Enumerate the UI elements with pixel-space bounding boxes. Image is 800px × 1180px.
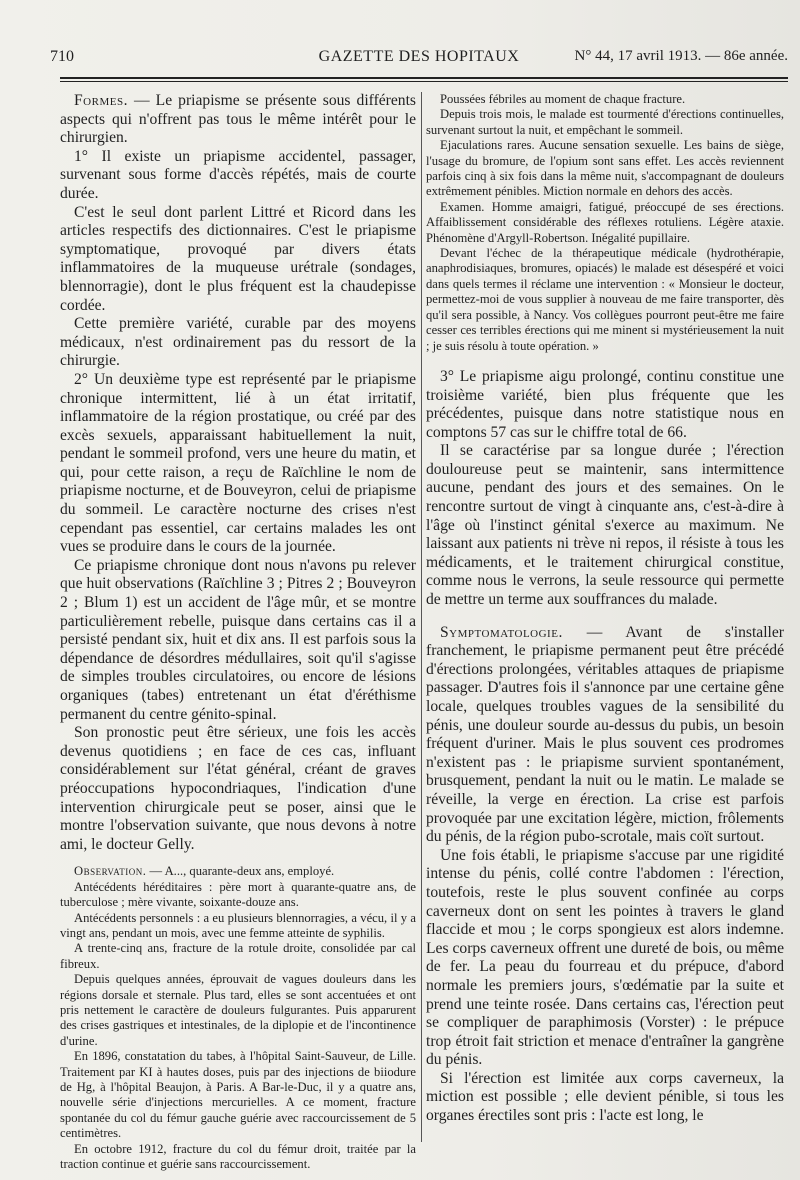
paragraph: Cette première variété, curable par des moyens médicaux, n'est ordinairement pas du ressort de la chirurgie.	[60, 315, 416, 370]
header-rule-thick	[60, 77, 788, 79]
section-heading-formes: Formes.	[74, 92, 128, 109]
column-divider	[421, 92, 422, 1142]
small-paragraph: Devant l'échec de la thérapeutique médicale (hydrothérapie, anaphrodisiaques, bromures, opiacés) le malade est désespéré et voici dans quels termes il réclame une intervention : « Monsieur le docteur, permettez-moi de vous supplier à nouveau de me faire transporter, dès qu'il sera possible, à Nancy. Vos collègues pourront peut-être me faire cesser ces terribles érections qui me minent si mystérieusement la nuit ; je suis résolu à toute opération. »	[426, 246, 784, 353]
header-rule-thin	[60, 81, 788, 82]
journal-title: GAZETTE DES HOPITAUX	[318, 48, 520, 65]
small-paragraph: Poussées fébriles au moment de chaque fracture.	[440, 92, 686, 106]
small-paragraph: Ejaculations rares. Aucune sensation sexuelle. Les bains de siège, l'usage du bromure, de l'opium sont sans effet. Les accès reviennent parfois cinq à six fois dans la même nuit, s'accompagnant de douleurs extrêmement pénibles. Miction normale en dehors des accès.	[426, 138, 784, 199]
page-header	[50, 48, 788, 72]
small-paragraph: Antécédents personnels : a eu plusieurs blennorragies, a vécu, il y a vingt ans, pendant un mois, avec une femme atteinte de syphilis.	[60, 910, 416, 940]
paragraph-formes: Formes. — Le priapisme se présente sous différents aspects qui n'offrent pas tous le même intérêt pour le chirurgien.	[60, 92, 416, 147]
small-paragraph: Depuis quelques années, éprouvait de vagues douleurs dans les régions dorsale et sternale. Plus tard, elles se sont accentuées et ont pris nettement le caractère de douleurs fulgurantes. Puis apparurent des crises gastriques et intestinales, de la diplopie et de l'incontinence d'urine.	[60, 972, 416, 1048]
paragraph: 2° Un deuxième type est représenté par le priapisme chronique intermittent, lié à un état irritatif, inflammatoire de la région prostatique, ou créé par des excès sexuels, apparaissant habituellement la nuit, pendant le sommeil profond, vers une heure du matin, et qui, pour cette raison, a reçu de Raïchline le nom de priapisme nocturne, et de Bouveyron, celui de priapisme du sommeil. Le caractère nocturne des crises n'est cependant pas essentiel, car certains malades les ont vues se produire dans le cours de la journée.	[60, 370, 416, 556]
observation-heading: Observation. — A..., quarante-deux ans, employé.	[74, 864, 335, 879]
section-heading-symptomatologie: Symptomatologie.	[440, 623, 563, 641]
paragraph: C'est le seul dont parlent Littré et Ricord dans les articles respectifs des dictionnaires. C'est le priapisme symptomatique, provoqué par divers états inflammatoires de la muqueuse urétrale (sondages, blennorragie), dont le plus fréquent est la chaudepisse cordée.	[60, 203, 416, 314]
paragraph-symptomatologie: Symptomatologie. — Avant de s'installer franchement, le priapisme permanent peut être précédé d'érections prolongées, véritables attaques de priapisme passager. D'autres fois il s'annonce par une certaine gêne locale, quelques troubles vagues de la sensibilité du pénis, une douleur sourde au-dessus du pubis, un besoin fréquent d'uriner. Mais le plus souvent ces prodromes n'existent pas : le priapisme survient spontanément, brusquement, pendant la nuit ou le matin. Le malade se réveille, la verge en érection. La crise est parfois provoquée par une excitation légère, miction, frôlements du pénis, de la région pubo-scrotale, mais coït surtout.	[426, 623, 784, 846]
paragraph: Si l'érection est limitée aux corps caverneux, la miction est possible ; elle devient pénible, si tous les organes érectiles sont pris : l'acte est long, le	[426, 1069, 784, 1125]
right-column	[426, 92, 784, 1126]
paragraph: Une fois établi, le priapisme s'accuse par une rigidité intense du pénis, collé contre l'abdomen : l'érection, toutefois, reste le plus souvent confinée au corps caverneux dont on sent les pointes à travers le gland flaccide et mou ; le corps spongieux est alors indemne. Les corps caverneux offrent une dureté de bois, ou même de fer. La peau du fourreau et du prépuce, d'abord normale les premiers jours, s'œdématie par la suite et prend une teinte rosée. Dans certains cas, l'érection peut se compliquer de paraphimosis (Vorster) : le prépuce trop étroit fait striction et menace d'entraîner la gangrène du pénis.	[426, 846, 784, 1069]
small-paragraph: Examen. Homme amaigri, fatigué, préoccupé de ses érections. Affaiblissement considérable des réflexes rotuliens. Légère ataxie. Phénomène d'Argyll-Robertson. Inégalité pupillaire.	[426, 199, 784, 245]
small-paragraph: Depuis trois mois, le malade est tourmenté d'érections continuelles, survenant surtout la nuit, et empêchant le sommeil.	[426, 107, 784, 137]
small-paragraph: Antécédents héréditaires : père mort à quarante-quatre ans, de tuberculose ; mère vivante, soixante-douze ans.	[60, 879, 416, 910]
paragraph: Il se caractérise par sa longue durée ; l'érection douloureuse peut se maintenir, sans intermittence aucune, pendant des jours et des semaines. On le rencontre surtout de vingt à cinquante ans, c'est-à-dire à l'âge où l'instinct génital s'exerce au maximum. Ne laissant aux patients ni trève ni repos, il résiste à tous les médicaments, et le traitement chirurgical constitue, comme nous le verrons, la seule ressource qui permette de mettre un terme aux souffrances du malade.	[426, 442, 784, 609]
left-column	[60, 92, 416, 1172]
small-paragraph: En 1896, constatation du tabes, à l'hôpital Saint-Sauveur, de Lille. Traitement par KI à hautes doses, puis par des injections de biiodure de Hg, à l'hôpital Beaujon, à Paris. A Bar-le-Duc, il y a quatre ans, nouvelle série d'injections mercurielles. A ce moment, fracture spontanée du col du fémur gauche guérie avec raccourcissement de 5 centimètres.	[60, 1049, 416, 1141]
paragraph: Ce priapisme chronique dont nous n'avons pu relever que huit observations (Raïchline 3 ; Pitres 2 ; Bouveyron 2 ; Blum 1) est un accident de l'âge mûr, et se montre particulièrement rebelle, puisque dans certains cas il a persisté pendant six, huit et dix ans. Il est parfois sous la dépendance de désordres médullaires, soit qu'il s'agisse de simples troubles circulatoires, ou encore de lésions organiques (tabes) entretenant un état d'éréthisme permanent du centre génito-spinal.	[60, 556, 416, 723]
paragraph: 1° Il existe un priapisme accidentel, passager, survenant sous forme d'accès répétés, mais de courte durée.	[60, 147, 416, 202]
paragraph: 3° Le priapisme aigu prolongé, continu constitue une troisième variété, bien plus fréquente que les précédentes, puisque dans notre statistique nous en comptons 57 cas sur le chiffre total de 66.	[426, 367, 784, 441]
small-paragraph: En octobre 1912, fracture du col du fémur droit, traitée par la traction continue et guérie sans raccourcissement.	[60, 1141, 416, 1172]
small-paragraph: A trente-cinq ans, fracture de la rotule droite, consolidée par cal fibreux.	[60, 941, 416, 971]
paragraph: Son pronostic peut être sérieux, une fois les accès devenus quotidiens ; en face de ces cas, influant considérablement sur l'état général, créant de graves préoccupations hypocondriaques, l'indication d'une intervention chirurgicale peut se poser, ainsi que le montre l'observation suivante, que nous devons à notre ami, le docteur Gelly.	[60, 724, 416, 853]
page-number: 710	[50, 48, 74, 65]
issue-info: N° 44, 17 avril 1913. — 86e année.	[574, 48, 788, 64]
